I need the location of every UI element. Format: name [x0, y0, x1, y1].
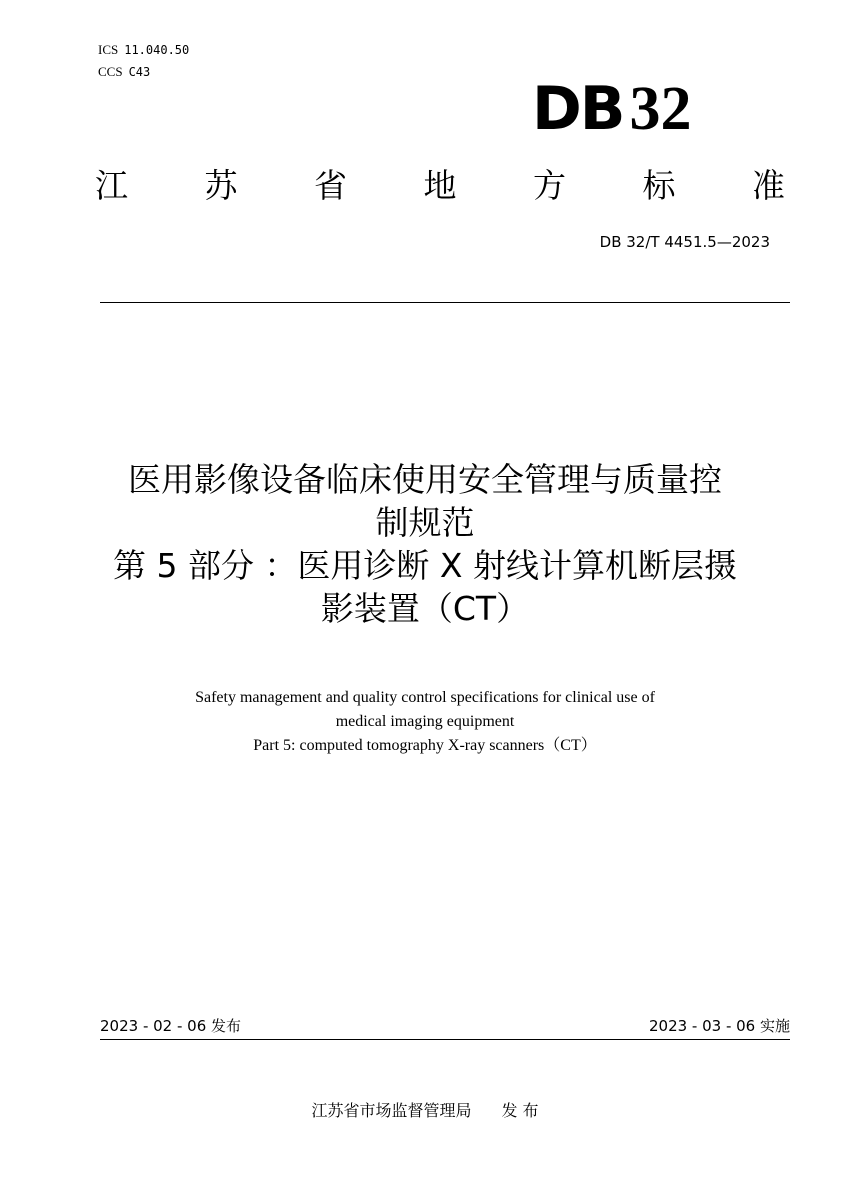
title-char: 苏 [204, 166, 238, 205]
title-char: 准 [752, 166, 785, 205]
english-title [80, 686, 770, 758]
title-char: 方 [533, 166, 566, 205]
issuer-action: 发 布 [501, 1101, 539, 1120]
issuer-name: 江苏省市场监督管理局 [311, 1101, 472, 1120]
ccs-classification [98, 64, 150, 80]
ccs-label: CCS [98, 64, 123, 79]
db-standard-mark [532, 74, 732, 144]
ics-classification [98, 42, 189, 58]
bottom-divider [100, 1039, 790, 1040]
title-char: 标 [642, 166, 676, 205]
chinese-title-line: 医用影像设备临床使用安全管理与质量控 [128, 460, 722, 499]
top-divider [100, 302, 790, 303]
ccs-value: C43 [128, 65, 151, 79]
db-number: 32 [629, 75, 692, 143]
chinese-title [80, 458, 770, 630]
title-char: 地 [423, 166, 457, 205]
standard-number: DB 32/T 4451.5—2023 [599, 233, 770, 251]
title-char: 江 [95, 166, 128, 205]
english-title-line: medical imaging equipment [335, 713, 515, 730]
issue-date: 2023 - 02 - 06 发布 [100, 1017, 242, 1035]
chinese-title-line: 影装置（CT） [320, 589, 530, 628]
implementation-date: 2023 - 03 - 06 实施 [648, 1017, 790, 1035]
standard-type-title [95, 164, 785, 208]
english-title-line: Safety management and quality control specifications for clinical use of [195, 689, 655, 706]
english-title-line: Part 5: computed tomography X-ray scanners（CT） [253, 737, 597, 754]
chinese-title-line: 第 5 部分 ：医用诊断 X 射线计算机断层摄 [112, 546, 738, 585]
chinese-title-line: 制规范 [375, 503, 475, 542]
title-char: 省 [314, 166, 347, 205]
db-letters: DB [532, 74, 624, 144]
issuer [0, 1100, 850, 1122]
ics-label: ICS [98, 42, 119, 57]
ics-value: 11.040.50 [124, 43, 190, 57]
